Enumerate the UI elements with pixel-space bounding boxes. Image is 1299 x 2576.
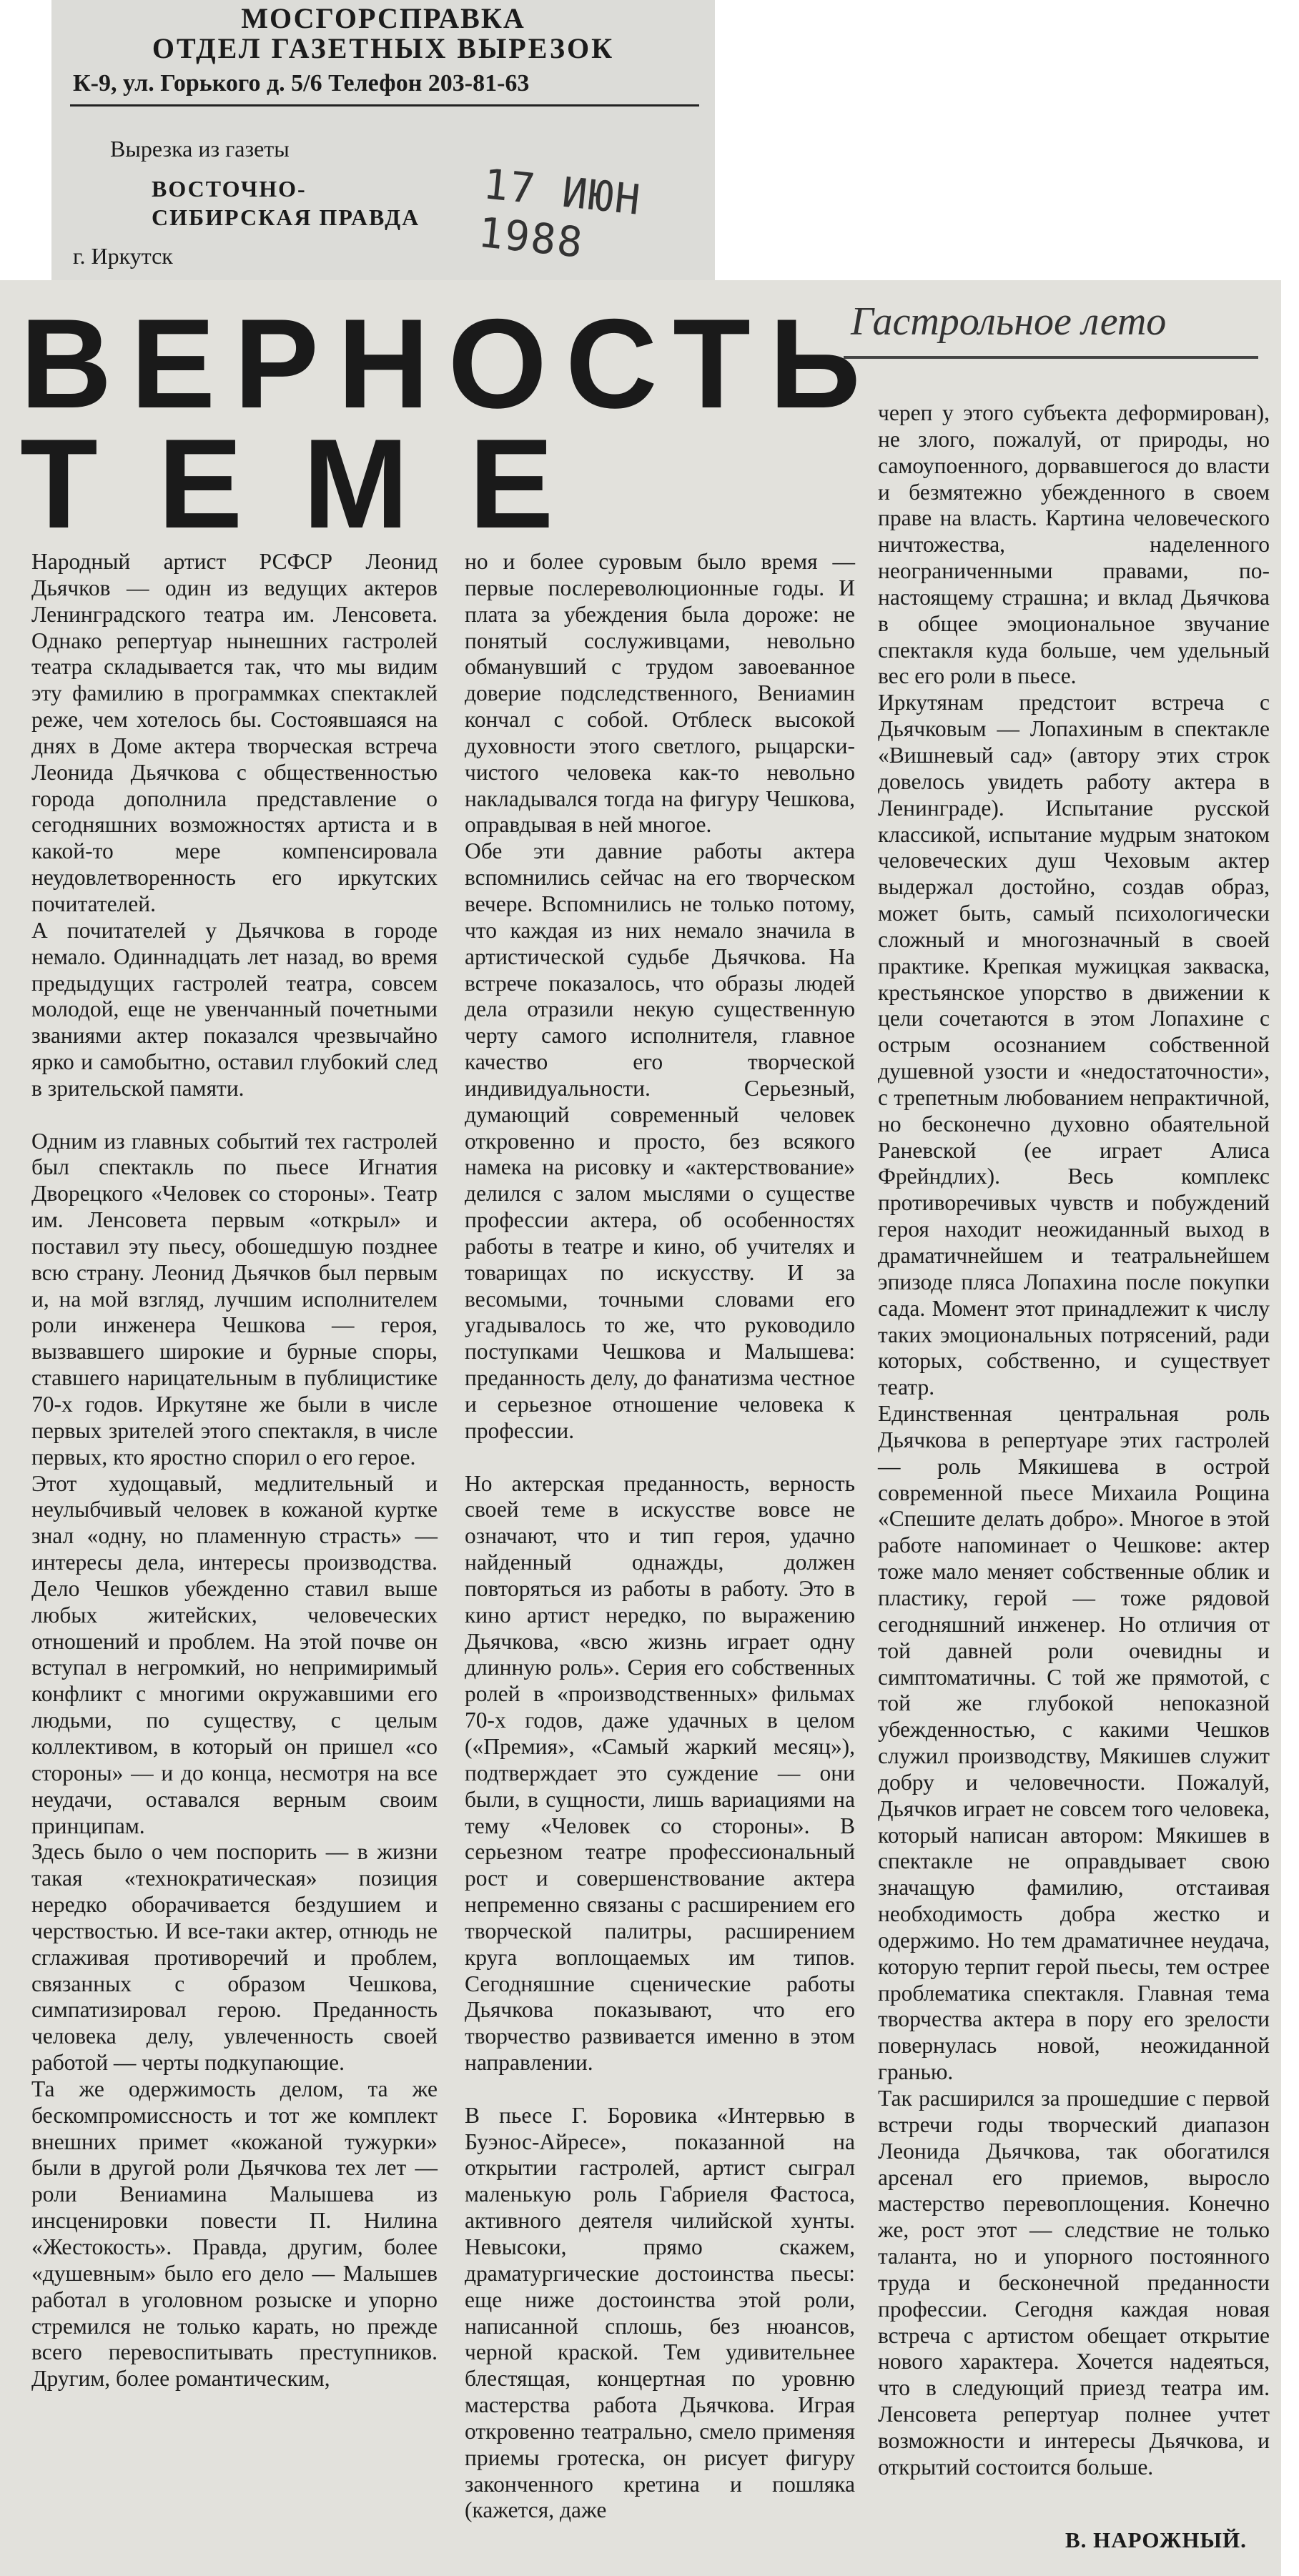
author-signature: В. НАРОЖНЫЙ. xyxy=(1065,2527,1247,2552)
city-label: г. Иркутск xyxy=(73,243,173,269)
header-divider xyxy=(70,104,699,106)
newspaper-name: ВОСТОЧНО- СИБИРСКАЯ ПРАВДА xyxy=(152,176,420,230)
address-phone: К-9, ул. Горького д. 5/6 Телефон 203-81-63 xyxy=(73,70,530,96)
article-title-line-2: ТЕМЕ xyxy=(20,412,614,555)
department-name: ОТДЕЛ ГАЗЕТНЫХ ВЫРЕЗОК xyxy=(152,32,615,64)
rubric-label: Гастрольное лето xyxy=(851,299,1167,344)
clipping-service-header xyxy=(51,0,715,286)
clipping-from-label: Вырезка из газеты xyxy=(110,136,290,162)
date-stamp: 17 ИЮН 1988 xyxy=(475,159,644,267)
article-column-3: череп у этого субъекта деформирован), не злого, пожалуй, от природы, но самоупоенного, дорвавшегося до власти и безмятежно убежденного в своем праве на власть. Картина человеческого ничтожества, наделенного неограниченными правами, по-настоящему страшна; и вклад Дьячкова в общее эмоциональное звучание спектакля куда больше, чем удельный вес его роли в пьесе. Иркутянам предстоит встреча с Дьячковым — Лопахиным в спектакле «Вишневый сад» (автору этих строк довелось увидеть работу актера в Ленинграде). Испытание русской классикой, испытание мудрым знатоком человеческих душ Чеховым актер выдержал достойно, создав образ, может быть, самый психологически сложный и многозначный в своей практике. Крепкая мужицкая закваска, крестьянское упорство в движении к цели сочетаются в этом Лопахине с острым осознанием собственной душевной узости и «недостаточности», с трепетным любованием непрактичной, но бесконечно духовно обаятельной Раневской (ее играет Алиса Фрейндлих). Весь комплекс противоречивых чувств и побуждений героя находит неожиданный выход в драматичнейшем и театральнейшем эпизоде пляса Лопахина после покупки сада. Момент этот принадлежит к числу таких эмоциональных потрясений, ради которых, собственно, и существует театр. Единственная центральная роль Дьячкова в репертуаре этих гастролей — роль Мякишева в острой современной пьесе Михаила Рощина «Спешите делать добро». Многое в этой работе напоминает о Чешкове: актер тоже мало меняет собственные облик и пластику, герой — тоже рядовой сегодняшний инженер. Но отличия от той давней роли очевидны и симптоматичны. С той же прямотой, с той же глубокой непоказной убежденностью, с какими Чешков служил производству, Мякишев служит добру и человечности. Пожалуй, Дьячков играет не совсем того человека, который написан автором: Мякишев в спектакле не оправдывает свою значащую фамилию, отстаивая необходимость добра жестко и одержимо. Но тем драматичнее неудача, которую терпит герой пьесы, тем острее проблематика спектакля. Главная тема творчества актера в пору его зрелости повернулась новой, неожиданной гранью. Так расширился за прошедшие с первой встречи годы творческий диапазон Леонида Дьячкова, так обогатился арсенал его приемов, выросло мастерство перевоплощения. Конечно же, рост этот — следствие не только таланта, но и упорного постоянного труда и бесконечной преданности профессии. Сегодня каждая новая встреча с артистом обещает открытие нового характера. Хочется надеяться, что в следующий приезд театра им. Ленсовета репертуар полнее учтет возможности и интересы Дьячкова, и открытий состоится больше. xyxy=(878,400,1270,2480)
article-column-2: но и более суровым было время — первые послереволюционные годы. И плата за убеждения была дороже: не понятый сослуживцами, невольно обманувший с трудом завоеванное доверие подследственного, Вениамин кончал с собой. Отблеск высокой духовности этого светлого, рыцарски-чистого человека как-то невольно накладывался тогда на фигуру Чешкова, оправдывая в ней многое. Обе эти давние работы актера вспомнились сейчас на его творческом вечере. Вспомнились не только потому, что каждая из них немало значила в артистической судьбе Дьячкова. На встрече показалось, что образы людей дела отразили некую существенную черту самого исполнителя, главное качество его творческой индивидуальности. Серьезный, думающий современный человек откровенно и просто, без всякого намека на рисовку и «актерствование» делился с залом мыслями о существе профессии актера, об особенностях работы в театре и кино, об учителях и товарищах по искусству. И за весомыми, точными словами его угадывалось то же, что руководило поступками Чешкова и Малышева: преданность делу, до фанатизма честное и серьезное отношение человека к профессии. Но актерская преданность, верность своей теме в искусстве вовсе не означают, что и тип героя, удачно найденный однажды, должен повторяться из работы в работу. Это в кино артист нередко, по выражению Дьячкова, «всю жизнь играет одну длинную роль». Серия его собственных ролей в «производственных» фильмах 70-х годов, даже удачных в целом («Премия», «Самый жаркий месяц»), подтверждает это суждение — они были, в сущности, лишь вариациями на тему «Человек со стороны». В серьезном театре профессиональный рост и совершенствование актера непременно связаны с расширением его творческой палитры, расширением круга воплощаемых им типов. Сегодняшние сценические работы Дьячкова показывают, что его творчество развивается именно в этом направлении. В пьесе Г. Боровика «Интервью в Буэнос-Айресе», показанной на открытии гастролей, артист сыграл маленькую роль Габриеля Фастоса, активного деятеля чилийской хунты. Невысоки, прямо скажем, драматургические достоинства пьесы: еще ниже достоинства этой роли, написанной сплошь, без нюансов, черной краской. Тем удивительнее блестящая, концертная по уровню мастерства работа Дьячкова. Играя откровенно театрально, смело применяя приемы гротеска, он рисует фигуру законченного кретина и пошляка (кажется, даже xyxy=(465,549,855,2523)
article-column-1: Народный артист РСФСР Леонид Дьячков — один из ведущих актеров Ленинградского театра им. Ленсовета. Однако репертуар нынешних гастролей театра складывается так, что мы видим эту фамилию в программках спектаклей реже, чем хотелось бы. Состоявшаяся на днях в Доме актера творческая встреча Леонида Дьячкова с общественностью города дополнила представление о сегодняшних возможностях артиста и в какой-то мере компенсировала неудовлетворенность его иркутских почитателей. А почитателей у Дьячкова в городе немало. Одиннадцать лет назад, во время предыдущих гастролей театра, совсем молодой, еще не увенчанный почетными званиями актер показался чрезвычайно ярко и самобытно, оставил глубокий след в зрительской памяти. Одним из главных событий тех гастролей был спектакль по пьесе Игнатия Дворецкого «Человек со стороны». Театр им. Ленсовета первым «открыл» и поставил эту пьесу, обошедшую позднее всю страну. Леонид Дьячков был первым и, на мой взгляд, лучшим исполнителем роли инженера Чешкова — героя, вызвавшего широкие и бурные споры, ставшего нарицательным в публицистике 70-х годов. Иркутяне же были в числе первых зрителей этого спектакля, в числе первых, кто яростно спорил о его герое. Этот худощавый, медлительный и неулыбчивый человек в кожаной куртке знал «одну, но пламенную страсть» — интересы дела, интересы производства. Дело Чешков убежденно ставил выше любых житейских, человеческих отношений и проблем. На этой почве он вступал в негромкий, но непримиримый конфликт с многими окружавшими его людьми, по существу, с целым коллективом, в который он пришел «со стороны» — и до конца, несмотря на все неудачи, оставался верным своим принципам. Здесь было о чем поспорить — в жизни такая «технократическая» позиция нередко оборачивается бездушием и черствостью. И все-таки актер, отнюдь не сглаживая противоречий и проблем, связанных с образом Чешкова, симпатизировал герою. Преданность человека делу, увлеченность своей работой — черты подкупающие. Та же одержимость делом, та же бескомпромиссность и тот же комплект внешних примет «кожаной тужурки» были в другой роли Дьячкова тех лет — роли Вениамина Малышева из инсценировки повести П. Нилина «Жестокость». Правда, другим, более «душевным» было его дело — Малышев работал в уголовном розыске и упорно стремился не только карать, но прежде всего перевоспитывать преступников. Другим, более романтическим, xyxy=(31,549,438,2392)
article-title-line-1: ВЕРНОСТЬ xyxy=(20,292,879,435)
rubric-underline xyxy=(844,356,1258,359)
agency-name: МОСГОРСПРАВКА xyxy=(241,2,525,34)
